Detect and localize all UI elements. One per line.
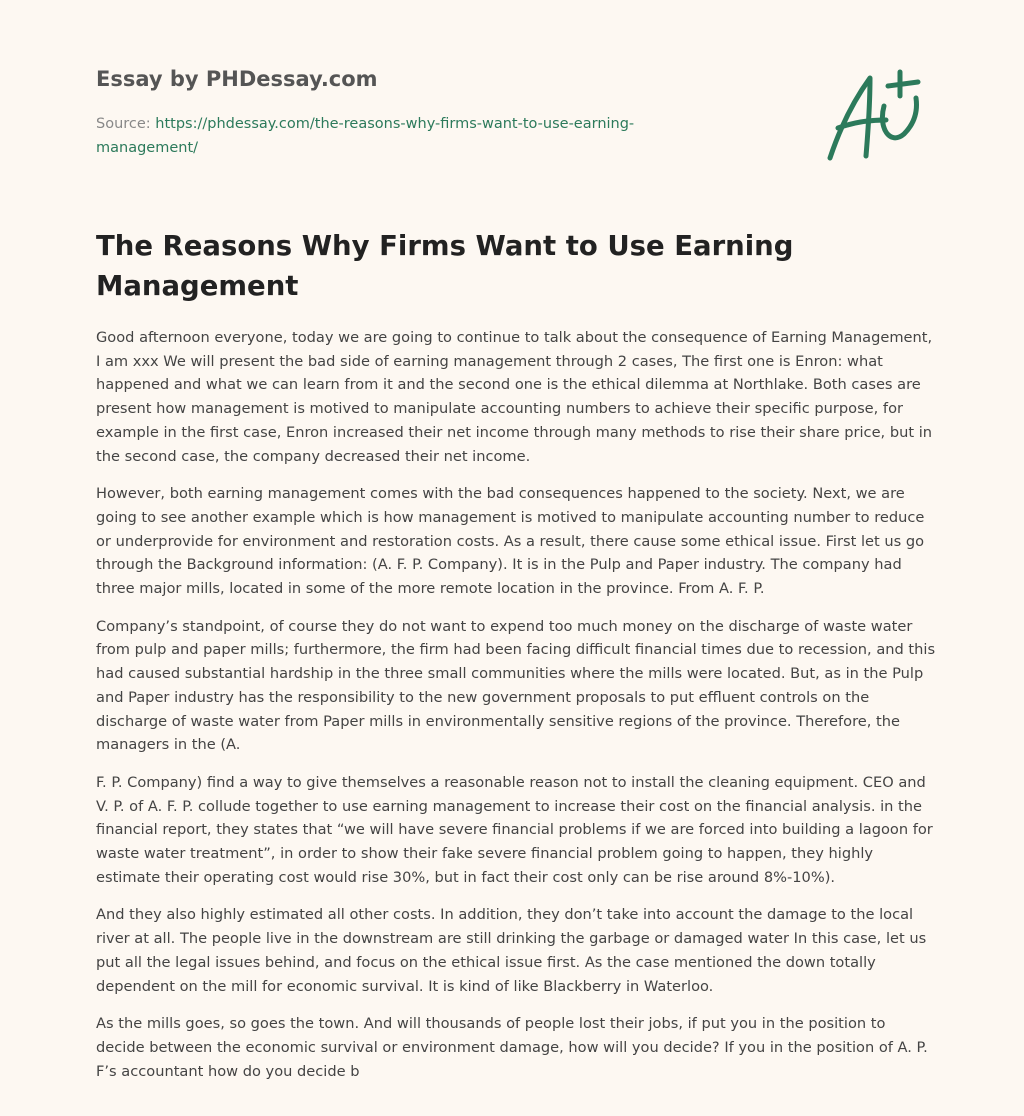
- source-label: Source:: [96, 116, 151, 132]
- site-brand: Essay by PHDessay.com: [96, 67, 378, 91]
- essay-body: [96, 326, 938, 1097]
- essay-paragraph: F. P. Company) find a way to give themselves a reasonable reason not to install the cleaning equipment. CEO and V. P. of A. F. P. collude together to use earning management to increase their cost on the financial analysis. in the financial report, they states that “we will have severe financial problems if we are forced into building a lagoon for waste water treatment”, in order to show their fake severe financial problem going to happen, they highly estimate their operating cost would rise 30%, but in fact their cost only can be rise around 8%-10%).: [96, 773, 933, 886]
- essay-paragraph: Good afternoon everyone, today we are going to continue to talk about the consequence of Earning Management, I am xxx We will present the bad side of earning management through 2 cases, The first one is Enron: what happened and what we can learn from it and the second one is the ethical dilemma at Northlake. Both cases are present how management is motived to manipulate accounting numbers to achieve their specific purpose, for example in the first case, Enron increased their net income through many methods to rise their share price, but in the second case, the company decreased their net income.: [96, 329, 933, 465]
- source-link[interactable]: https://phdessay.com/the-reasons-why-firms-want-to-use-earning-management/: [96, 116, 635, 156]
- essay-paragraph: Company’s standpoint, of course they do not want to expend too much money on the discharge of waste water from pulp and paper mills; furthermore, the firm had been facing difficult financial times due to recession, and this had caused substantial hardship in the three small communities where the mills were located. But, as in the Pulp and Paper industry has the responsibility to the new government proposals to put effluent controls on the discharge of waste water from Paper mills in environmentally sensitive regions of the province. Therefore, the managers in the (A.: [96, 617, 936, 754]
- a-plus-logo-icon: [818, 66, 930, 166]
- essay-paragraph: And they also highly estimated all other costs. In addition, they don’t take into account the damage to the local river at all. The people live in the downstream are still drinking the garbage or damaged water In this case, let us put all the legal issues behind, and focus on the ethical issue first. As the case mentioned the down totally dependent on the mill for economic survival. It is kind of like Blackberry in Waterloo.: [96, 906, 927, 995]
- essay-paragraph: However, both earning management comes with the bad consequences happened to the society. Next, we are going to see another example which is how management is motived to manipulate accounting number to reduce or underprovide for environment and restoration costs. As a result, there cause some ethical issue. First let us go through the Background information: (A. F. P. Company). It is in the Pulp and Paper industry. The company had three major mills, located in some of the more remote location in the province. From A. F. P.: [96, 485, 925, 598]
- header: [96, 64, 716, 160]
- essay-title: The Reasons Why Firms Want to Use Earning Management: [96, 230, 794, 302]
- source-line: [96, 112, 716, 160]
- essay-paragraph: As the mills goes, so goes the town. And will thousands of people lost their jobs, if put you in the position to decide between the economic survival or environment damage, how will you decide? If you in the position of A. P. F’s accountant how do you decide b: [96, 1015, 928, 1080]
